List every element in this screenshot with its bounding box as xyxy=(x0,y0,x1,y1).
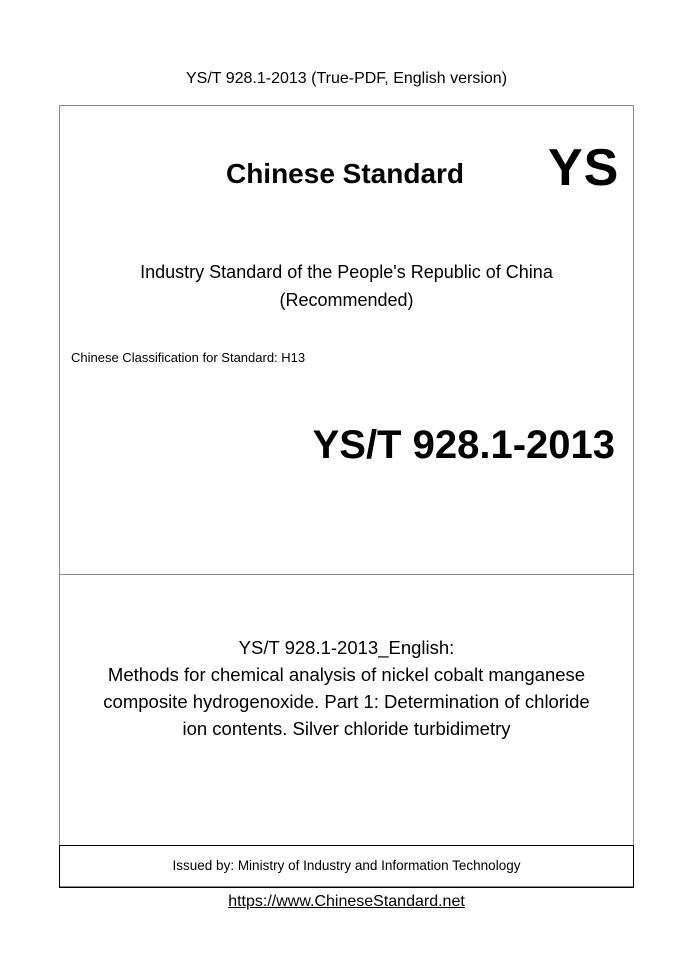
cover-frame xyxy=(59,105,634,887)
ys-mark: YS xyxy=(548,139,620,197)
cover-title: Chinese Standard xyxy=(225,158,465,189)
description-line-4: ion contents. Silver chloride turbidimetry xyxy=(182,718,511,739)
issued-by-text: Issued by: Ministry of Industry and Information Technology xyxy=(172,858,521,873)
description-line-3: composite hydrogenoxide. Part 1: Determination of chloride xyxy=(103,691,590,712)
section-divider xyxy=(59,574,634,575)
classification-label: Chinese Classification for Standard: H13 xyxy=(71,350,306,365)
cover-subtitle xyxy=(59,258,634,314)
description-line-2: Methods for chemical analysis of nickel cobalt manganese xyxy=(107,664,586,685)
website-link[interactable]: https://www.ChineseStandard.net xyxy=(228,893,465,910)
issued-by-box xyxy=(59,845,634,888)
standard-description xyxy=(59,634,634,742)
subtitle-line-2: (Recommended) xyxy=(279,290,414,310)
description-line-1: YS/T 928.1-2013_English: xyxy=(238,637,455,658)
standard-number: YS/T 928.1-2013 xyxy=(312,423,615,467)
subtitle-line-1: Industry Standard of the People's Republic of China xyxy=(140,262,553,282)
document-header: YS/T 928.1-2013 (True-PDF, English version) xyxy=(185,70,508,87)
